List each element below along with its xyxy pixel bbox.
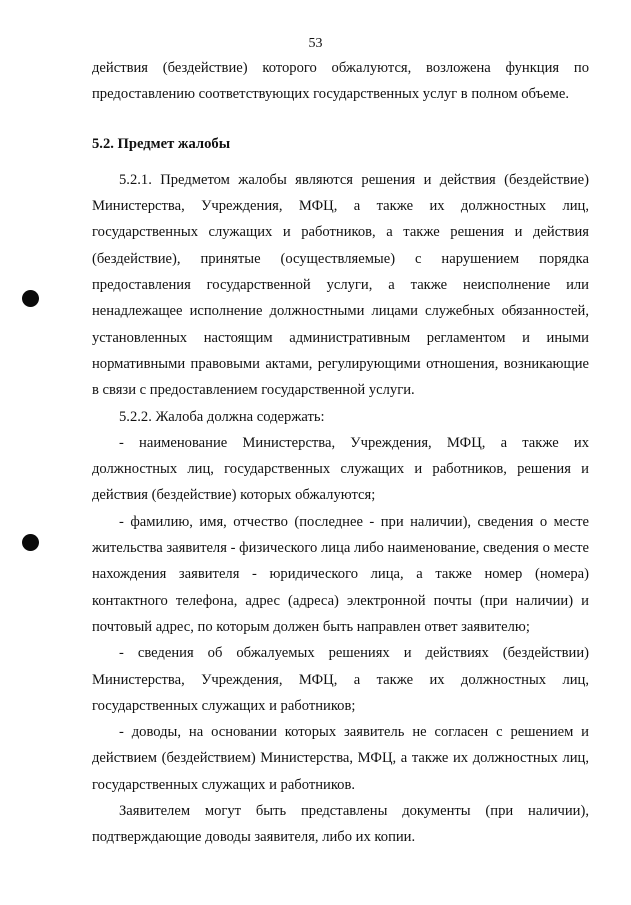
punch-hole-mark xyxy=(22,290,39,307)
list-item-applicant-details: - фамилию, имя, отчество (последнее - при наличии), сведения о месте жительства заявителя - физического лица либо наименование, сведения о месте нахождения заявителя - юридического лица, а также номер (номера) контактного телефона, адрес (адреса) электронной почты (при наличии) и почтовый адрес, по которым должен быть направлен ответ заявителю; xyxy=(92,513,589,635)
document-body xyxy=(92,55,589,851)
list-item-appealed-decisions: - сведения об обжалуемых решениях и действиях (бездействии) Министерства, Учреждения, МФЦ, а также их должностных лиц, государственных служащих и работников; xyxy=(92,645,589,714)
paragraph-subject-of-complaint: 5.2.1. Предметом жалобы являются решения и действия (бездействие) Министерства, Учреждения, МФЦ, а также их должностных лиц, государственных служащих и работников, а также решения и действия (бездействие), принятые (осуществляемые) с нарушением порядка предоставления государственной услуги, а также неисполнение или ненадлежащее исполнение должностными лицами служебных обязанностей, установленных настоящим административным регламентом и иными нормативными правовыми актами, регулирующими отношения, возникающие в связи с предоставлением государственной услуги. xyxy=(92,171,589,399)
section-heading: 5.2. Предмет жалобы xyxy=(92,135,231,152)
punch-hole-mark xyxy=(22,534,39,551)
list-item-authority-name: - наименование Министерства, Учреждения, МФЦ, а также их должностных лиц, государственных служащих и работников, решения и действия (бездействие) которых обжалуются; xyxy=(92,434,589,504)
page-number: 53 xyxy=(308,36,323,51)
paragraph-complaint-contents: 5.2.2. Жалоба должна содержать: xyxy=(119,408,325,425)
paragraph-supporting-documents: Заявителем могут быть представлены документы (при наличии), подтверждающие доводы заявителя, либо их копии. xyxy=(92,803,589,846)
list-item-arguments: - доводы, на основании которых заявитель не согласен с решением и действием (бездействием) Министерства, МФЦ, а также их должностных лиц, государственных служащих и работников. xyxy=(92,724,589,793)
intro-paragraph: действия (бездействие) которого обжалуются, возложена функция по предоставлению соответствующих государственных услуг в полном объеме. xyxy=(92,60,589,103)
